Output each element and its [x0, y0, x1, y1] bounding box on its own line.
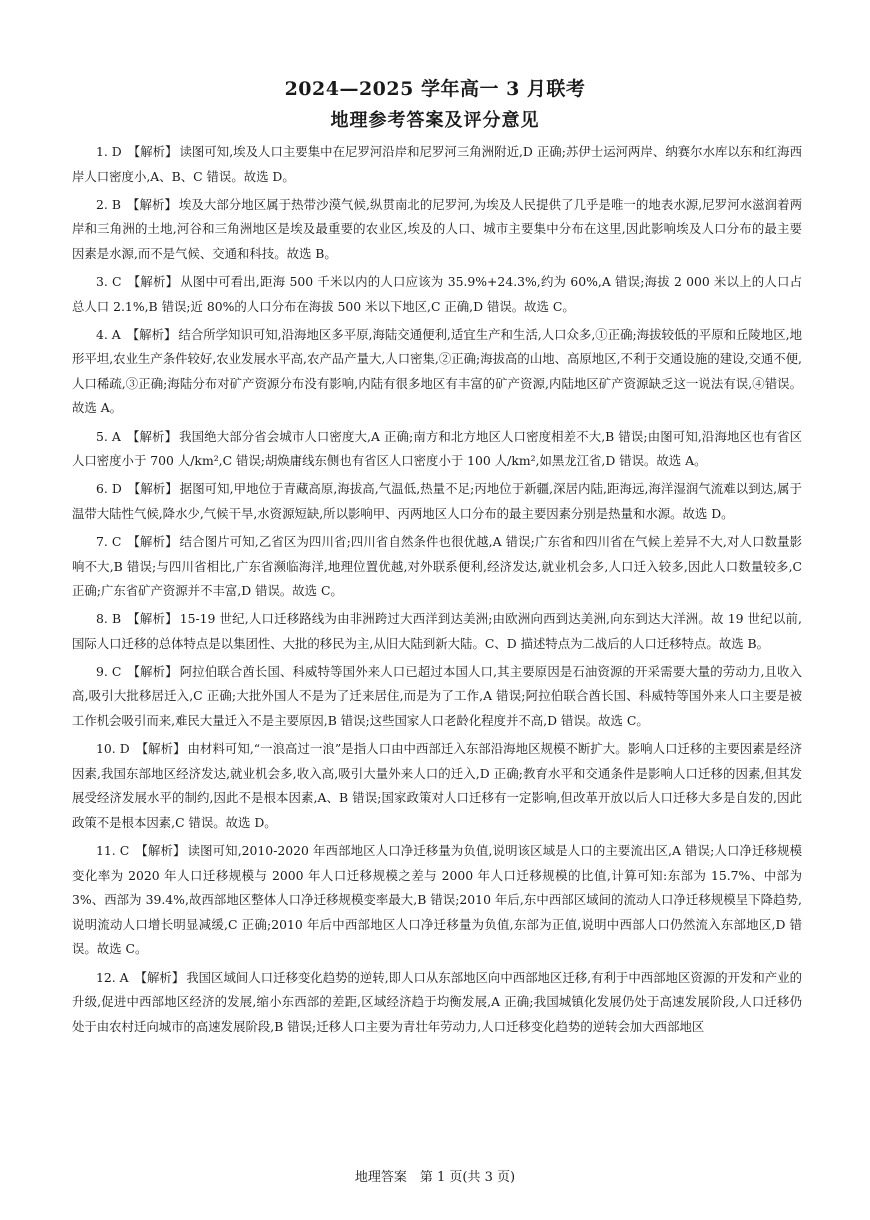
page-subtitle: 地理参考答案及评分意见 [330, 110, 540, 131]
page-title: 2024—2025 学年高一 3 月联考 [284, 78, 586, 100]
answer-number: 3. C [96, 273, 122, 289]
answer-text: 从图中可看出,距海 500 千米以内的人口应该为 35.9%+24.3%,约为 60%,A 错误;海拔 2 000 米以上的人口占总人口 2.1%,B 错误;近 80%的人口分布在海拔 500 米以下地区,C 正确,D 错误。故选 C。 [72, 273, 803, 314]
analysis-tag: 【解析】 [127, 144, 178, 159]
answer-number: 1. D [96, 144, 122, 159]
answer-text: 由材料可知,“一浪高过一浪”是指人口由中西部迁入东部沿海地区规模不断扩大。影响人口迁移的主要因素是经济因素,我国东部地区经济发达,就业机会多,收入高,吸引大量外来人口的迁入,D 正确;教育水平和交通条件是影响人口迁移的因素,但其发展受经济发展水平的制约,因此不是根本因素,A、B 错误;国家政策对人口迁移有一定影响,但改革开放以后人口迁移大多是自发的,因此政策不是根本因素,C 错误。故选 D。 [72, 741, 803, 830]
answer-text: 我国绝大部分省会城市人口密度大,A 正确;南方和北方地区人口密度相差不大,B 错误;由图可知,沿海地区也有省区人口密度小于 700 人/km²,C 错误;胡焕庸线东侧也有省区人口密度小于 100 人/km²,如黑龙江省,D 错误。故选 A。 [72, 428, 802, 469]
answer-item [72, 270, 802, 319]
answer-text: 15-19 世纪,人口迁移路线为由非洲跨过大西洋到达美洲;由欧洲向西到达美洲,向东到达大洋洲。故 19 世纪以前,国际人口迁移的总体特点是以集团性、大批的移民为主,从旧大陆到新大陆。C、D 描述特点为二战后的人口迁移特点。故选 B。 [72, 611, 802, 651]
answer-item [72, 193, 802, 267]
answer-number: 9. C [96, 663, 122, 679]
analysis-tag: 【解析】 [126, 196, 177, 212]
answer-item [72, 530, 802, 604]
analysis-tag: 【解析】 [135, 843, 186, 859]
answer-item [72, 660, 802, 734]
analysis-tag: 【解析】 [127, 663, 178, 679]
answer-list [72, 140, 802, 1043]
page-footer: 地理答案 第 1 页(共 3 页) [354, 1170, 516, 1185]
answer-text: 结合图片可知,乙省区为四川省;四川省自然条件也很优越,A 错误;广东省和四川省在气候上差异不大,对人口数量影响不大,B 错误;与四川省相比,广东省濒临海洋,地理位置优越,对外联系便利,经济发达,就业机会多,人口迁入较多,因此人口数量较多,C 正确;广东省矿产资源并不丰富,D 错误。故选 C。 [72, 533, 802, 599]
answer-number: 10. D [96, 741, 130, 757]
answer-number: 7. C [96, 533, 122, 549]
answer-number: 12. A [96, 969, 129, 985]
answer-item [72, 425, 802, 474]
answer-number: 8. B [96, 611, 122, 627]
answer-item [72, 839, 802, 962]
analysis-tag: 【解析】 [134, 969, 185, 985]
answer-item [72, 477, 802, 526]
answer-text: 读图可知,2010-2020 年西部地区人口净迁移量为负值,说明该区域是人口的主要流出区,A 错误;人口净迁移规模变化率为 2020 年人口迁移规模与 2000 年人口迁移规模之差与 2000 年人口迁移规模的比值,计算可知:东部为 15.7%、中部为 3%、西部为 39.4%,故西部地区整体人口净迁移规模变率最大,B 错误;2010 年后,东中西部区域间的流动人口净迁移规模呈下降趋势,说明流动人口增长明显减缓,C 正确;2010 年后中西部地区人口净迁移量为负值,东部为正值,说明中西部人口仍然流入东部地区,D 错误。故选 C。 [72, 843, 803, 957]
answer-number: 5. A [96, 428, 121, 444]
analysis-tag: 【解析】 [126, 428, 178, 444]
answer-number: 6. D [96, 481, 122, 497]
analysis-tag: 【解析】 [127, 273, 179, 289]
answer-item [72, 737, 802, 835]
answer-number: 11. C [96, 843, 130, 859]
answer-item [72, 607, 802, 656]
answer-item [72, 966, 802, 1040]
answer-number: 4. A [96, 326, 121, 342]
answer-item [72, 140, 802, 189]
answer-text: 我国区域间人口迁移变化趋势的逆转,即人口从东部地区向中西部地区迁移,有利于中西部地区资源的开发和产业的升级,促进中西部地区经济的发展,缩小东西部的差距,区域经济趋于均衡发展,A 正确;我国城镇化发展仍处于高速发展阶段,人口迁移仍处于由农村迁向城市的高速发展阶段,B 错误;迁移人口主要为青壮年劳动力,人口迁移变化趋势的逆转会加大西部地区 [72, 969, 802, 1034]
analysis-tag: 【解析】 [127, 611, 178, 627]
answer-text: 埃及大部分地区属于热带沙漠气候,纵贯南北的尼罗河,为埃及人民提供了几乎是唯一的地表水源,尼罗河水滋润着两岸和三角洲的土地,河谷和三角洲地区是埃及最重要的农业区,埃及的人口、城市主要集中分布在这里,因此影响埃及人口分布的最主要因素是水源,而不是气候、交通和科技。故选 B。 [72, 196, 802, 261]
answer-text: 据图可知,甲地位于青藏高原,海拔高,气温低,热量不足;丙地位于新疆,深居内陆,距海远,海洋湿润气流难以到达,属于温带大陆性气候,降水少,气候干旱,水资源短缺,所以影响甲、丙两地区人口分布的最主要因素分别是热量和水源。故选 D。 [72, 481, 803, 521]
answer-text: 结合所学知识可知,沿海地区多平原,海陆交通便利,适宜生产和生活,人口众多,①正确;海拔较低的平原和丘陵地区,地形平坦,农业生产条件较好,农业发展水平高,农产品产量大,人口密集,②正确;海拔高的山地、高原地区,不利于交通设施的建设,交通不便,人口稀疏,③正确;海陆分布对矿产资源分布没有影响,内陆有很多地区有丰富的矿产资源,内陆地区矿产资源缺乏这一说法有误,④错误。故选 A。 [72, 326, 803, 416]
analysis-tag: 【解析】 [135, 741, 186, 757]
answer-text: 阿拉伯联合酋长国、科威特等国外来人口已超过本国人口,其主要原因是石油资源的开采需要大量的劳动力,且收入高,吸引大批移居迁入,C 正确;大批外国人不是为了迁来居住,而是为了工作,A 错误;阿拉伯联合酋长国、科威特等国外来人口主要是被工作机会吸引而来,难民大量迁入不是主要原因,B 错误;这些国家人口老龄化程度并不高,D 错误。故选 C。 [72, 663, 802, 729]
analysis-tag: 【解析】 [127, 533, 178, 549]
answer-text: 读图可知,埃及人口主要集中在尼罗河沿岸和尼罗河三角洲附近,D 正确;苏伊士运河两岸、纳赛尔水库以东和红海西岸人口密度小,A、B、C 错误。故选 D。 [72, 144, 802, 184]
analysis-tag: 【解析】 [126, 326, 177, 342]
answer-number: 2. B [96, 196, 121, 212]
answer-item [72, 323, 802, 421]
analysis-tag: 【解析】 [127, 481, 178, 497]
